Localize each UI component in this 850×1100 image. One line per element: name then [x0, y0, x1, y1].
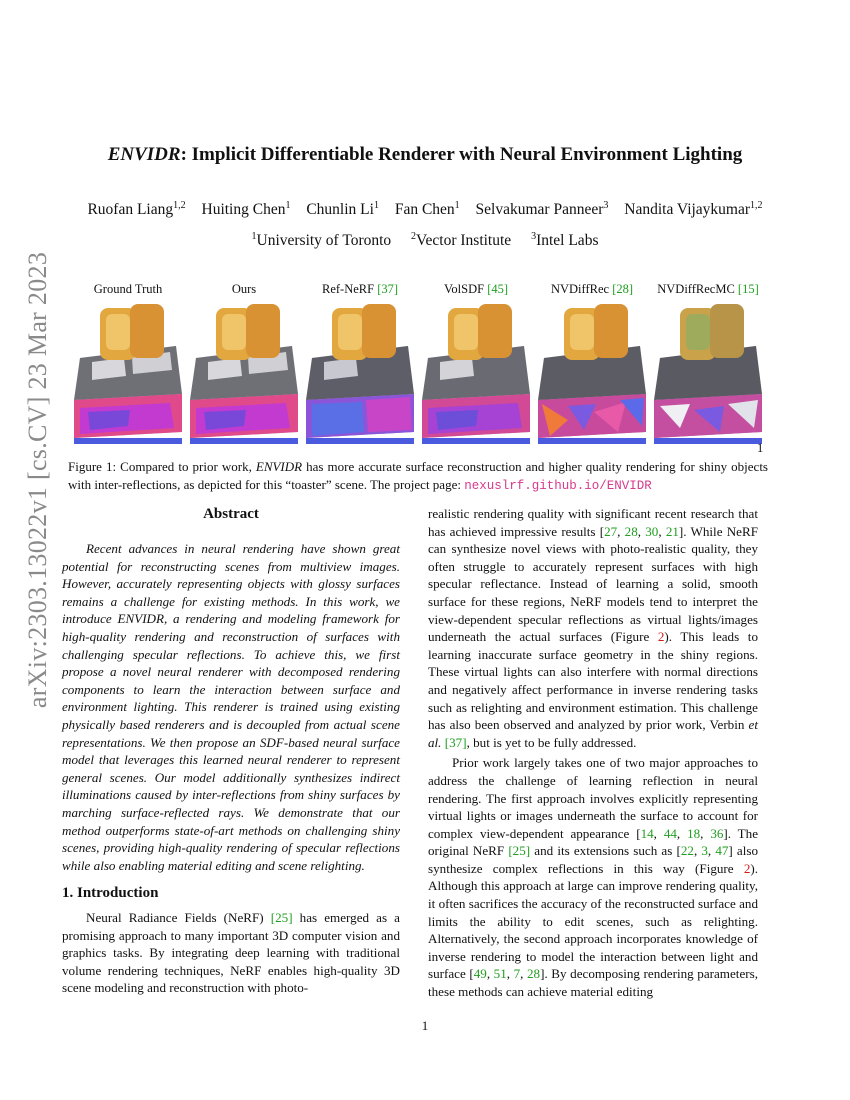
citation-link[interactable]: 30: [645, 523, 659, 539]
author: Nandita Vijaykumar$^{1,2}$: [624, 200, 763, 219]
panel-label: Ours: [231, 282, 257, 296]
author-list: [60, 200, 790, 219]
affiliation: $^1$University of Toronto: [251, 231, 392, 250]
right-column: [428, 505, 758, 1001]
abstract-heading: Abstract: [203, 506, 259, 522]
affiliation: $^3$Intel Labs: [531, 231, 599, 250]
affiliation: $^2$Vector Institute: [411, 231, 512, 250]
citation-link[interactable]: [25]: [270, 910, 293, 925]
citation-link[interactable]: 21: [665, 523, 679, 539]
section-heading-introduction: 1. Introduction: [62, 885, 159, 901]
figure-caption: Figure 1: Compared to prior work, ENVIDR has more accurate surface reconstruction and higher quality rendering for shiny objects with inter-reflections, as depicted for this “toaster” scene. The project page: nexuslrf.github.io/ENVIDR: [68, 459, 768, 493]
figure-link[interactable]: 2: [657, 629, 665, 645]
citation-link[interactable]: 3: [701, 843, 708, 859]
citation-link[interactable]: [37]: [444, 734, 467, 750]
citation-link[interactable]: 51: [493, 966, 507, 982]
citation-link[interactable]: 28: [624, 523, 638, 539]
citation-link[interactable]: 49: [473, 966, 487, 982]
figure-panel: [302, 282, 418, 452]
author: Chunlin Li$^1$: [306, 200, 379, 219]
figure-link[interactable]: 2: [743, 860, 751, 876]
toaster-render-ours: [186, 300, 302, 452]
body-paragraph: realistic rendering quality with significant recent research that has achieved impressive results [27, 28, 30, 21]. While NeRF can synthesize novel views with photo-realistic quality, they often struggle to accurately represent surfaces with high specular reflectance. Instead of learning a solid, smooth surface for these regions, NeRF models tend to interpret the view-dependent specular reflections as virtual lights/images underneath the actual surfaces (Figure 2). This leads to learning inaccurate surface geometry in the shiny regions. These virtual lights can also interfere with normal directions and negatively affect performance in inverse rendering tasks such as relighting and environment estimation. This challenge has also been observed and analyzed by prior work, Verbin et al. [37], but is yet to be fully addressed.: [428, 506, 758, 750]
figure-panel: [186, 282, 302, 452]
figure-panel: [534, 282, 650, 452]
body-paragraph: Prior work largely takes one of two major approaches to address the challenge of learning reflection in neural rendering. The first approach involves explicitly representing virtual lights or images underneath the surface to account for complex view-dependent appearance [14, 44, 18, 36]. The original NeRF [25] and its extensions such as [22, 3, 47] also synthesize complex reflections in this way (Figure 2). Although this approach at large can improve rendering quality, it often sacrifices the accuracy of the reconstructed surface and limits the ability to edit scenes, such as relighting. Alternatively, the second approach incorporates knowledge of inverse rendering to model the interaction between light and surface [49, 51, 7, 28]. By decomposing rendering parameters, these methods can achieve material editing: [428, 755, 759, 1000]
author: Huiting Chen$^1$: [201, 200, 291, 219]
intro-paragraph: Neural Radiance Fields (NeRF) [25] has emerged as a promising approach to many important 3D computer vision and graphics tasks. By integrating deep learning with traditional volume rendering techniques, NeRF enables high-quality 3D scene modeling and reconstruction with photo-: [62, 910, 400, 996]
toaster-render-ground-truth: [70, 300, 186, 452]
panel-label: VolSDF [45]: [443, 282, 509, 296]
figure-panel: [650, 282, 766, 452]
author: Fan Chen$^1$: [394, 200, 460, 219]
figure-panel: [418, 282, 534, 452]
citation-link[interactable]: 27: [604, 523, 618, 539]
panel-label: Ground Truth: [93, 282, 163, 296]
abstract-text: Recent advances in neural rendering have shown great potential for reconstructing scenes from multiview images. However, accurately representing objects with glossy surfaces remains a challenge for existing methods. In this work, we introduce ENVIDR, a rendering and modeling framework for high-quality rendering and reconstruction of surfaces with challenging specular reflections. To achieve this, we first propose a novel neural renderer with decomposed rendering components to learn the interaction between surface and environment lighting. This renderer is trained using existing physically based renderers and is decoupled from actual scene representations. We then propose an SDF-based neural surface model that leverages this learned neural renderer to represent general scenes. Our model additionally synthesizes indirect illuminations caused by inter-reflections from shiny surfaces by marching surface-reflected rays. We demonstrate that our method outperforms state-of-art methods on challenging shiny scenes, providing high-quality rendering of specular reflections while also enabling material editing and scene relighting.: [62, 541, 400, 873]
toaster-render-nvdiffrecmc: [650, 300, 766, 452]
citation-link[interactable]: 44: [663, 825, 677, 841]
author: Selvakumar Panneer$^3$: [475, 200, 609, 219]
arxiv-stamp: arXiv:2303.13022v1 [cs.CV] 23 Mar 2023: [23, 251, 52, 709]
toaster-render-volsdf: [418, 300, 534, 452]
figure-marker: 1: [757, 441, 764, 455]
author: Ruofan Liang$^{1,2}$: [87, 200, 186, 219]
teaser-figure: [70, 282, 770, 452]
citation-link[interactable]: [25]: [508, 843, 531, 859]
toaster-render-ref-nerf: [302, 300, 418, 452]
citation-link[interactable]: 36: [710, 825, 724, 841]
panel-label: NVDiffRec [28]: [550, 282, 634, 296]
citation-link[interactable]: 18: [687, 825, 701, 841]
citation-link[interactable]: 47: [715, 843, 729, 859]
project-page-link[interactable]: nexuslrf.github.io/ENVIDR: [464, 479, 652, 493]
citation-link[interactable]: 14: [640, 825, 654, 841]
affiliation-list: [60, 231, 790, 250]
panel-label: Ref-NeRF [37]: [321, 282, 399, 296]
citation-link[interactable]: 22: [680, 843, 694, 859]
paper-title: ENVIDR: Implicit Differentiable Renderer with Neural Environment Lighting: [107, 144, 743, 165]
panel-label: NVDiffRecMC [15]: [657, 282, 759, 296]
citation-link[interactable]: 28: [527, 966, 541, 982]
figure-panel: [70, 282, 186, 452]
citation-link[interactable]: 7: [513, 966, 521, 982]
page-number: 1: [421, 1018, 429, 1033]
toaster-render-nvdiffrec: [534, 300, 650, 452]
